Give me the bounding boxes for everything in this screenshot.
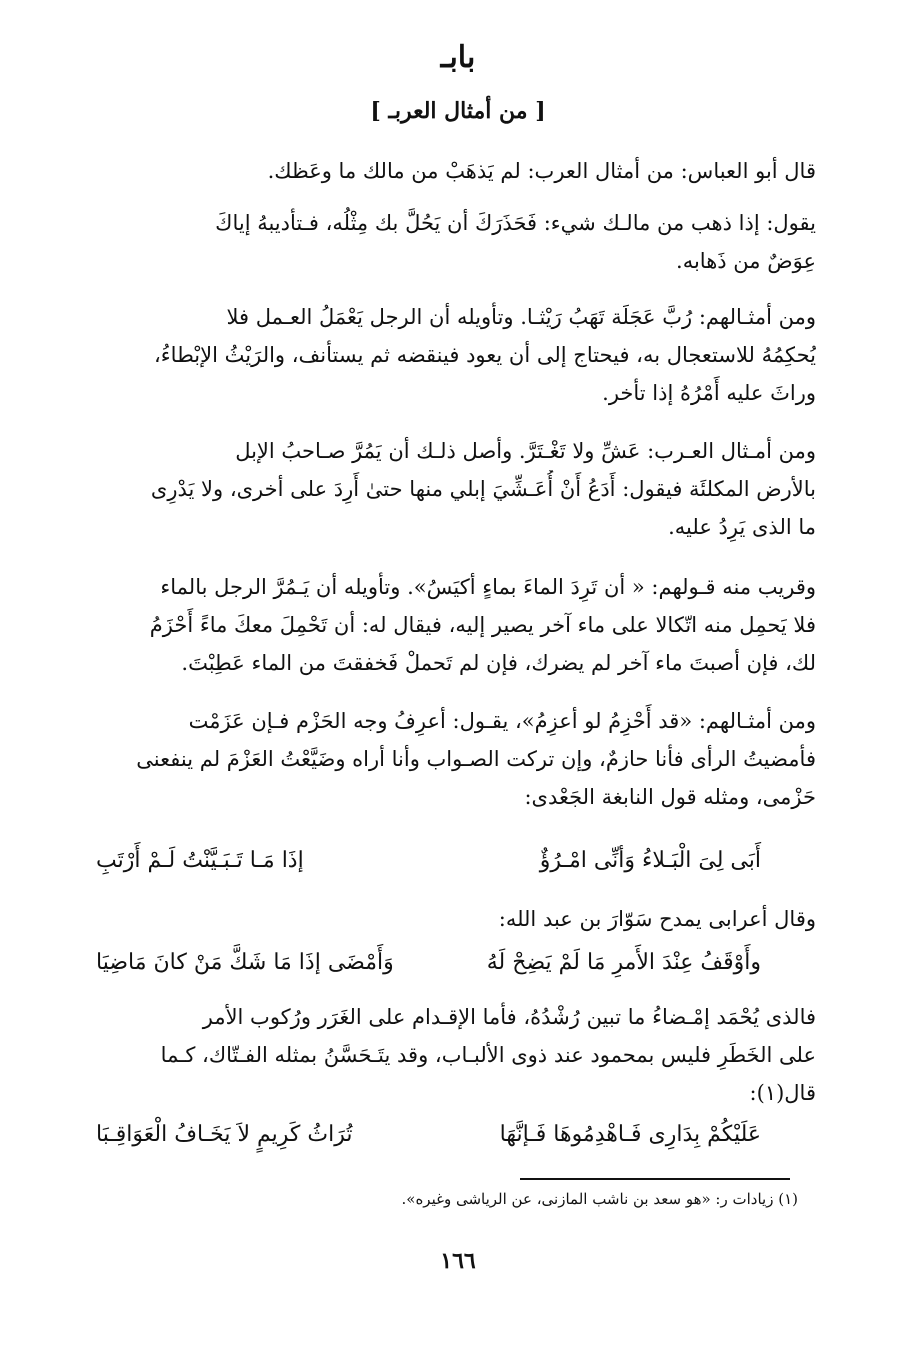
text-line: فلا يَحمِل منه اتّكالا على ماء آخر يصير إليه، فيقال له: أن تَحْمِلَ معكَ ماءً أَحْزَمُ [149,613,816,637]
paragraph-8 [96,998,816,1112]
text-line: عِوَضٌ من ذَهابه. [676,249,816,273]
paragraph-6 [96,702,816,816]
verse-first-hemistich: عَلَيْكُمْ بِدَارِى فَـاهْدِمُوهَا فَـإنَّهَا [499,1122,761,1147]
paragraph-1 [96,152,816,190]
text-line: قال أبو العباس: من أمثال العرب: لم يَذهَبْ من مالك ما وعَظك. [267,159,816,183]
text-line: ومن أمثـالهم: رُبَّ عَجَلَة تَهَبُ رَيْثـا. وتأويله أن الرجل يَعْمَلُ العـمل فلا [226,305,816,329]
verse-second-hemistich: وَأَمْضَى إذَا مَا شَكَّ مَنْ كانَ مَاضِيَا [96,950,394,975]
verse-first-hemistich: وأَوْقَفُ عِنْدَ الأَمرِ مَا لَمْ يَضِحْ لَهُ [486,950,761,975]
verse-1 [96,848,816,888]
text-line: وراثَ عليه أَمْرُهُ إذا تأخر. [602,381,816,405]
text-line: على الخَطَرِ فليس بمحمود عند ذوى الألبـاب، وقد يتَـحَسَّنُ بمثله الفـتّاك، كـما [160,1043,816,1067]
text-line: لك، فإن أصبتَ ماء آخر لم يضرك، فإن لم تَحملْ فَخفقتَ من الماء عَطِبْتَ. [181,651,816,675]
footnote-divider [520,1178,790,1180]
verse-second-hemistich: تُرَاثُ كَرِيمٍ لاَ يَخَـافُ الْعَوَاقِـبَا [96,1122,353,1147]
verse-second-hemistich: إذَا مَـا تَـبَـيَّنْتُ لَـمْ أَرْتَبِ [96,848,304,873]
text-line: يقول: إذا ذهب من مالـك شيء: فَحَذَرَكَ أن يَحُلَّ بك مِثْلُه، فـتأديبهُ إياكَ [215,211,816,235]
text-line: ما الذى يَرِدُ عليه. [668,515,816,539]
paragraph-4 [96,432,816,546]
text-line: ومن أمثـالهم: «قد أَحْزِمُ لو أعزِمُ»، يقـول: أعرِفُ وجه الحَزْم فـإن عَزَمْت [188,709,816,733]
text-line: ومن أمـثال العـرب: عَشِّ ولا تَغْـتَرَّ. وأصل ذلـك أن يَمُرَّ صـاحبُ الإبل [235,439,816,463]
chapter-title: بابـ [440,40,476,75]
text-line: قال(١): [749,1081,816,1105]
text-line: وقال أعرابى يمدح سَوّارَ بن عبد الله: [498,907,816,931]
text-line: فالذى يُحْمَد إمْـضاءُ ما تبين رُشْدُهُ، فأما الإقـدام على الغَرَر ورُكوب الأمر [202,1005,816,1029]
verse-3 [96,1122,816,1162]
text-line: يُحكِمُهُ للاستعجال به، فيحتاج إلى أن يعود فينقضه ثم يستأنف، والرَيْثُ الإبْطاءُ، [154,343,816,367]
page-number: ١٦٦ [440,1248,476,1274]
paragraph-7 [96,900,816,938]
paragraph-3 [96,298,816,412]
verse-2 [96,950,816,990]
paragraph-5 [96,568,816,682]
text-line: وقريب منه قـولهم: « أن تَرِدَ الماءَ بماءٍ أكيَسُ». وتأويله أن يَـمُرَّ الرجل بالماء [160,575,816,599]
chapter-subtitle: [ من أمثال العربـ ] [370,98,546,124]
text-line: بالأرض المكلئَة فيقول: أَدَعُ أَنْ أُعَـشِّيَ إبلي منها حتىٰ أَرِدَ على أخرى، ولا يَدْرِى [150,477,816,501]
text-line: فأمضيتُ الرأى فأنا حازمٌ، وإن تركت الصـواب وأنا أراه وضَيَّعْتُ العَزْمَ لم ينفعنى [136,747,816,771]
footnote: (١) زيادات ر: «هو سعد بن ناشب المازنى، عن الرياشى وغيره». [401,1190,798,1208]
paragraph-2 [96,204,816,280]
text-line: حَزْمى، ومثله قول النابغة الجَعْدى: [524,785,816,809]
verse-first-hemistich: أَبَى لِىَ الْبَـلاءُ وَأنِّى امْـرُؤٌ [539,848,761,873]
